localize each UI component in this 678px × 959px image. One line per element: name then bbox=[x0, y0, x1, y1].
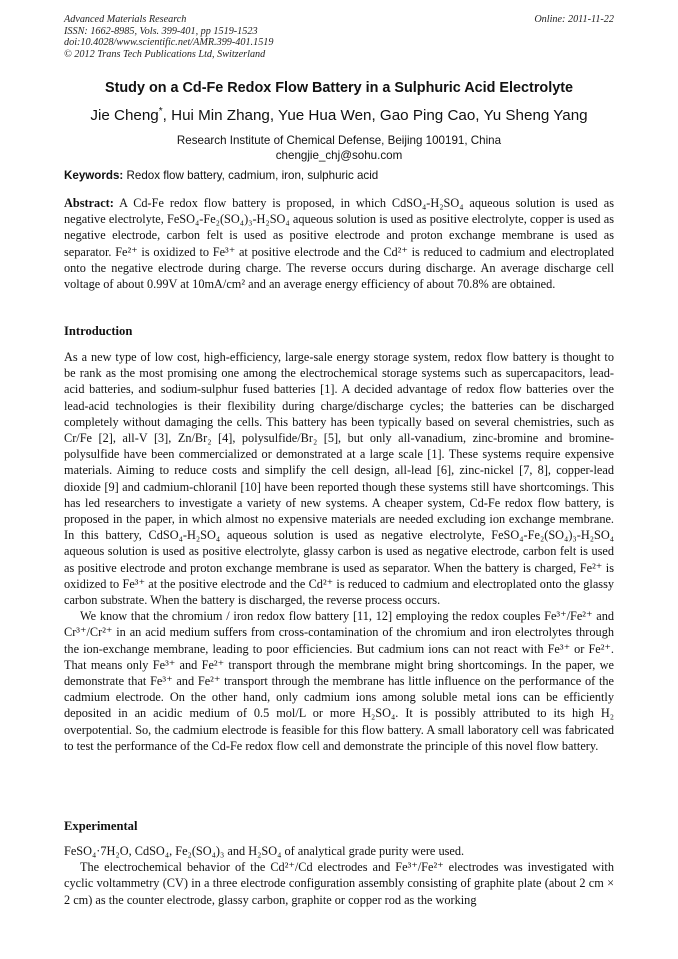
journal-header bbox=[64, 14, 273, 60]
exp-paragraph-1: FeSO₄·7H₂O, CdSO₄, Fe₂(SO₄)₃ and H₂SO₄ of analytical grade purity were used. bbox=[64, 844, 465, 858]
journal-name: Advanced Materials Research bbox=[64, 14, 187, 25]
abstract bbox=[64, 195, 614, 292]
intro-paragraph-1: As a new type of low cost, high-efficiency, large-sale energy storage system, redox flow battery is thought to be rank as the most promising one among the electrochemical storage systems such as supercapacitors, lead-acid batteries, and sodium-sulphur fused batteries [1]. A decided advantage of redox flow batteries over the lead-acid technologies is their flexibility during charge/discharge cycles; the batteries can be discharged completely without damaging the cells. This battery has been typically based on several chemistries, such as Cr/Fe [2], all-V [3], Zn/Br₂ [4], polysulfide/Br₂ [5], but only all-vanadium, zinc-bromine and bromine-polysulfide have been commercialized or demonstrated at a large scale [1]. These systems require expensive materials. Aiming to reduce costs and simplify the cell design, all-lead [6], zinc-nickel [7, 8], copper-lead dioxide [9] and cadmium-chloranil [10] have been reported though these systems still have shortcomings. This has led researchers to investigate a variety of new systems. A cheaper system, Cd-Fe redox flow battery, is proposed in the paper, in which almost no expensive materials are needed excluding ion exchange membrane. In this battery, CdSO₄-H₂SO₄ aqueous solution is used as negative electrolyte, FeSO₄-Fe₂(SO₄)₃-H₂SO₄ aqueous solution is used as positive electrolyte, glassy carbon is used as negative electrode, carbon felt is used as positive electrode and proton exchange membrane is used as separator. When the battery is charged, Fe²⁺ is oxidized to Fe³⁺ at the positive electrode and the Cd²⁺ is reduced to cadmium and electroplated onto the glassy carbon substrate. When the battery is discharged, the reverse process occurs. bbox=[64, 350, 614, 608]
corresponding-mark: * bbox=[158, 106, 163, 117]
experimental-body bbox=[64, 843, 614, 908]
first-author: Jie Cheng bbox=[90, 107, 159, 125]
keywords-label: Keywords: bbox=[64, 169, 124, 182]
keywords-text: Redox flow battery, cadmium, iron, sulphuric acid bbox=[123, 169, 379, 182]
introduction-heading: Introduction bbox=[64, 324, 133, 338]
affiliation: Research Institute of Chemical Defense, Beijing 100191, China bbox=[176, 134, 502, 147]
email: chengjie_chj@sohu.com bbox=[275, 149, 403, 162]
introduction-body bbox=[64, 349, 614, 754]
doi-line: doi:10.4028/www.scientific.net/AMR.399-401.1519 bbox=[64, 37, 274, 49]
affiliation-block bbox=[30, 133, 648, 163]
paper-title: Study on a Cd-Fe Redox Flow Battery in a Sulphuric Acid Electrolyte bbox=[104, 80, 574, 96]
copyright-line: © 2012 Trans Tech Publications Ltd, Switzerland bbox=[64, 48, 266, 60]
keywords bbox=[64, 169, 378, 182]
experimental-heading: Experimental bbox=[64, 819, 138, 833]
exp-paragraph-2: The electrochemical behavior of the Cd²⁺/Cd electrodes and Fe³⁺/Fe²⁺ electrodes was investigated with cyclic voltammetry (CV) in a three electrode configuration assembly consisting of graphite plate (about 2 cm × 2 cm) as the counter electrode, glassy carbon, graphite or copper rod as the working bbox=[64, 860, 614, 907]
abstract-label: Abstract: bbox=[64, 196, 114, 210]
intro-paragraph-2: We know that the chromium / iron redox flow battery [11, 12] employing the redox couples Fe³⁺/Fe²⁺ and Cr³⁺/Cr²⁺ in an acid medium suffers from cross-contamination of the chromium and iron electrolytes through the ion-exchange membrane, leading to poor efficiencies. But cadmium ions can not react with Fe³⁺ or Fe²⁺. That means only Fe³⁺ and Fe²⁺ transport through the membrane might bring shortcomings. In the paper, we demonstrate that Fe³⁺ and Fe²⁺ transport through the membrane has little influence on the performance of the cadmium electrode. On the other hand, only cadmium ions among soluble metal ions can be efficiently deposited in an acidic medium of 0.5 mol/L or more H₂SO₄. It is possibly attributed to its high H₂ overpotential. So, the cadmium electrode is feasible for this flow battery. A small laboratory cell was fabricated to test the performance of the Cd-Fe redox flow cell and demonstrate the principle of this novel flow battery. bbox=[64, 609, 614, 753]
issn-line: ISSN: 1662-8985, Vols. 399-401, pp 1519-1523 bbox=[64, 25, 258, 37]
author-list bbox=[30, 106, 648, 124]
other-authors: , Hui Min Zhang, Yue Hua Wen, Gao Ping Cao, Yu Sheng Yang bbox=[162, 107, 588, 125]
online-date: Online: 2011-11-22 bbox=[534, 14, 614, 25]
abstract-text: A Cd-Fe redox flow battery is proposed, in which CdSO₄-H₂SO₄ aqueous solution is used as negative electrolyte, FeSO₄-Fe₂(SO₄)₃-H₂SO₄ aqueous solution is used as positive electrolyte, copper is used as negative electrode, carbon felt is used as positive electrode and proton exchange membrane is used as separator. Fe²⁺ is oxidized to Fe³⁺ at positive electrode and the Cd²⁺ is reduced to cadmium and electroplated onto the negative electrode during charge. The reverse occurs during discharge. An average discharge cell voltage of about 0.99V at 10mA/cm² and an average energy efficiency of about 70.8% are obtained. bbox=[64, 196, 614, 292]
